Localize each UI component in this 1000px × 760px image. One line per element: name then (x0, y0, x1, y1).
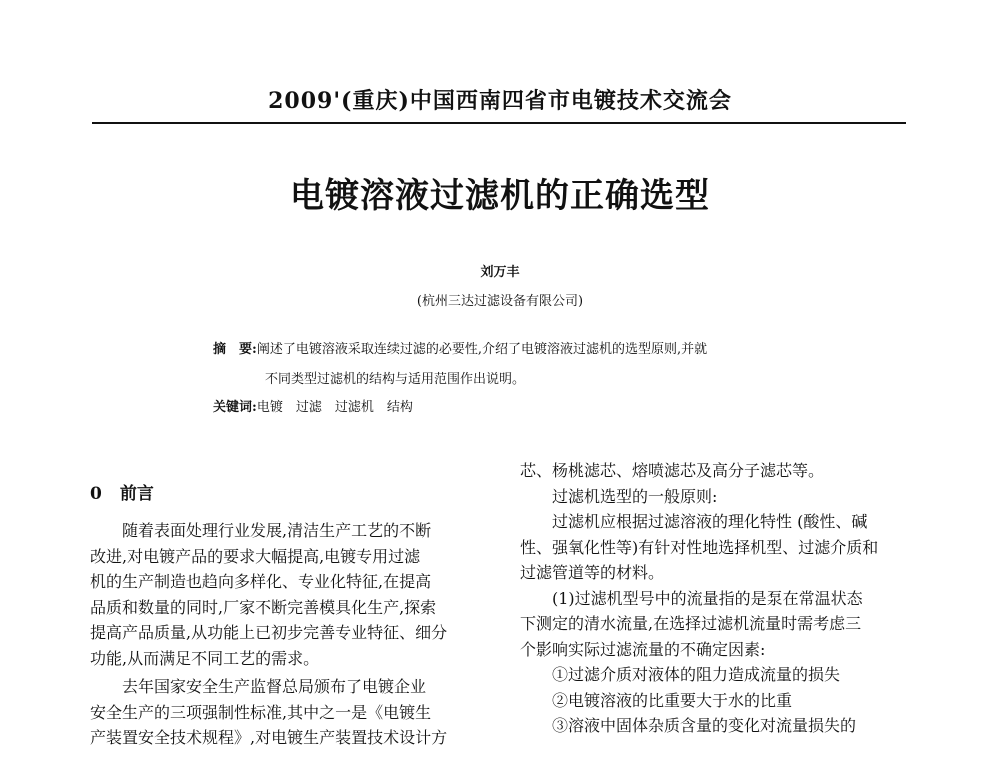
text-line: 去年国家安全生产监督总局颁布了电镀企业 (122, 677, 427, 696)
text-line: 过滤机选型的一般原则: (552, 486, 718, 506)
right-column (520, 458, 878, 739)
abstract-line-1 (213, 338, 707, 357)
text-line: 下测定的清水流量,在选择过滤机流量时需考虑三 (520, 614, 862, 633)
text-line: 随着表面处理行业发展,清洁生产工艺的不断 (122, 521, 432, 540)
text-line: 安全生产的三项强制性标准,其中之一是《电镀生 (90, 702, 432, 722)
left-column-para-1 (90, 518, 447, 671)
text-line: ①过滤介质对液体的阻力造成流量的损失 (552, 665, 841, 684)
text-line: 芯、杨桃滤芯、熔喷滤芯及高分子滤芯等。 (520, 461, 825, 480)
keywords-label: 关键词: (213, 400, 257, 415)
text-line: ③溶液中固体杂质含量的变化对流量损失的 (552, 716, 857, 735)
text-line: ②电镀溶液的比重要大于水的比重 (552, 690, 793, 710)
conference-header: 2009'(重庆)中国西南四省市电镀技术交流会 (268, 88, 732, 114)
text-line: 个影响实际过滤流量的不确定因素: (520, 639, 766, 659)
text-line: 性、强氧化性等)有针对性地选择机型、过滤介质和 (520, 537, 879, 557)
abstract-text-1: 阐述了电镀溶液采取连续过滤的必要性,介绍了电镀溶液过滤机的选型原则,并就 (256, 342, 708, 357)
text-line: (1)过滤机型号中的流量指的是泵在常温状态 (552, 588, 863, 608)
section-number: 0 (90, 484, 102, 504)
text-line: 产装置安全技术规程》,对电镀生产装置技术设计方 (90, 728, 448, 747)
text-line: 过滤管道等的材料。 (520, 563, 665, 582)
text-line: 机的生产制造也趋向多样化、专业化特征,在提高 (90, 572, 432, 591)
section-title: 前言 (119, 484, 154, 504)
left-column-para-2 (90, 674, 447, 751)
header-rule (92, 122, 906, 124)
text-line: 品质和数量的同时,厂家不断完善模具化生产,探索 (90, 597, 437, 617)
keywords-text: 电镀 过滤 过滤机 结构 (256, 400, 413, 415)
section-heading (90, 479, 154, 504)
keywords-line (213, 396, 413, 415)
author-affiliation: (杭州三达过滤设备有限公司) (416, 294, 584, 309)
text-line: 改进,对电镀产品的要求大幅提高,电镀专用过滤 (90, 546, 421, 566)
abstract-line-2: 不同类型过滤机的结构与适用范围作出说明。 (265, 372, 526, 387)
paper-title: 电镀溶液过滤机的正确选型 (290, 176, 710, 216)
author-name: 刘万丰 (480, 265, 520, 280)
text-line: 提高产品质量,从功能上已初步完善专业特征、细分 (90, 623, 448, 642)
text-line: 功能,从而满足不同工艺的需求。 (90, 648, 320, 668)
abstract-label: 摘 要: (213, 342, 257, 357)
text-line: 过滤机应根据过滤溶液的理化特性 (酸性、碱 (552, 512, 868, 531)
